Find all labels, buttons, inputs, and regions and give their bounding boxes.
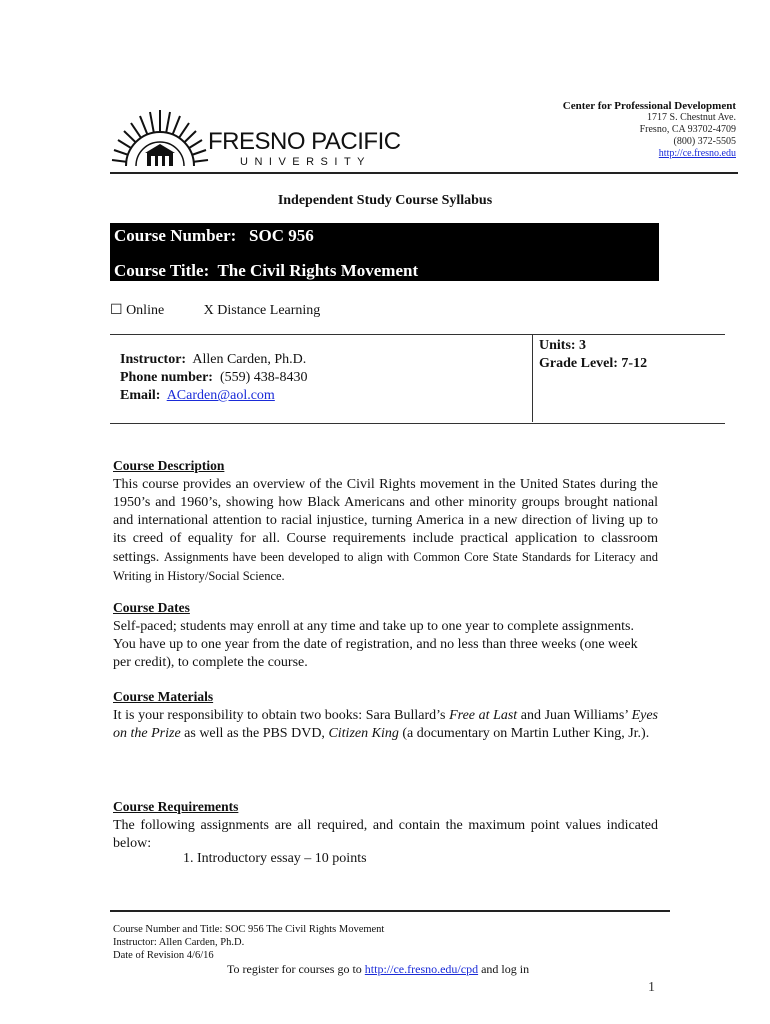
phone-number: (559) 438-8430 <box>219 370 308 385</box>
course-description-body: This course provides an overview of the Civil Rights movement in the United States during the 1950’s and 1960’s, showing how Black Americans and other minority groups brought national and international attention to racial injustice, turning America in a new direction of living up to its creed of equality for all. Course requirements include practical application to classroom settings. <box>113 477 658 565</box>
course-title-label: Course Title: <box>114 261 210 280</box>
logo-name: FRESNO PACIFIC <box>208 128 401 155</box>
course-dates-body: Self-paced; students may enroll at any time and take up to one year to complete assignments. You have up to one year from the date of registration, and no less than three weeks (one week per credit), to complete the course. <box>113 619 638 670</box>
book-title-1: Free at Last <box>449 708 518 723</box>
course-description-section <box>113 457 658 586</box>
center-title: Center for Professional Development <box>562 100 736 112</box>
materials-text-1: It is your responsibility to obtain two books: Sara Bullard’s <box>113 708 450 723</box>
footer-divider <box>110 910 670 912</box>
footer-revision-date: Date of Revision 4/6/16 <box>113 950 214 961</box>
instructor-label: Instructor: <box>120 352 187 367</box>
course-dates-section <box>113 599 658 672</box>
course-requirements-section <box>113 798 658 853</box>
course-requirements-heading: Course Requirements <box>113 799 239 814</box>
course-description-heading: Course Description <box>113 458 225 473</box>
email-link[interactable]: ACarden@aol.com <box>166 388 275 403</box>
center-city: Fresno, CA 93702-4709 <box>639 124 736 135</box>
info-table-divider <box>532 335 533 422</box>
course-materials-body <box>113 707 658 743</box>
online-option-label: Online <box>126 303 165 318</box>
footer-course: Course Number and Title: SOC 956 The Civil Rights Movement <box>113 924 385 935</box>
requirement-item: 1. Introductory essay – 10 points <box>183 851 367 866</box>
register-text-end: and log in <box>478 962 530 976</box>
register-link[interactable]: http://ce.fresno.edu/cpd <box>364 962 479 976</box>
email-label: Email: <box>120 388 161 403</box>
course-materials-heading: Course Materials <box>113 689 214 704</box>
header-divider <box>110 172 738 174</box>
course-dates-heading: Course Dates <box>113 600 190 615</box>
footer-info <box>113 923 384 962</box>
center-phone: (800) 372-5505 <box>673 136 736 147</box>
footer-instructor: Instructor: Allen Carden, Ph.D. <box>113 937 245 948</box>
page-number: 1 <box>648 980 655 995</box>
materials-text-4: (a documentary on Martin Luther King, Jr.). <box>398 726 650 741</box>
center-website-link[interactable]: http://ce.fresno.edu <box>658 148 736 159</box>
course-banner <box>110 223 659 281</box>
units: Units: 3 <box>539 338 587 353</box>
course-description-alignment: Assignments have been developed to align with Common Core State Standards for Literacy and Writing in History/Social Science. <box>113 550 659 583</box>
course-materials-section <box>113 688 658 743</box>
logo-seal-icon <box>110 108 220 170</box>
center-address: 1717 S. Chestnut Ave. <box>647 112 736 123</box>
phone-label: Phone number: <box>120 370 213 385</box>
units-grade-block <box>539 337 647 373</box>
online-checkbox[interactable]: ☐ <box>110 303 123 318</box>
course-number-line <box>114 226 314 246</box>
course-number: SOC 956 <box>249 226 314 245</box>
course-title: The Civil Rights Movement <box>217 261 419 280</box>
grade-level: Grade Level: 7-12 <box>539 356 648 371</box>
course-description-text <box>113 476 658 586</box>
register-line <box>227 962 529 977</box>
book-title-2: Eyes on the Prize <box>113 708 659 741</box>
distance-learning-option: X Distance Learning <box>203 303 321 318</box>
course-number-label: Course Number: <box>114 226 237 245</box>
center-contact-block <box>563 100 736 160</box>
register-text: To register for courses go to <box>227 962 365 976</box>
logo-subtitle: UNIVERSITY <box>240 156 372 168</box>
course-title-line <box>114 261 418 281</box>
materials-text-3: as well as the PBS DVD, <box>180 726 329 741</box>
course-requirements-body: The following assignments are all required, and contain the maximum point values indicated below: <box>113 818 658 851</box>
dvd-title: Citizen King <box>328 726 399 741</box>
delivery-options <box>110 302 320 319</box>
document-title: Independent Study Course Syllabus <box>277 193 493 208</box>
materials-text-2: and Juan Williams’ <box>517 708 632 723</box>
instructor-contact <box>120 351 307 405</box>
instructor-name: Allen Carden, Ph.D. <box>192 352 307 367</box>
